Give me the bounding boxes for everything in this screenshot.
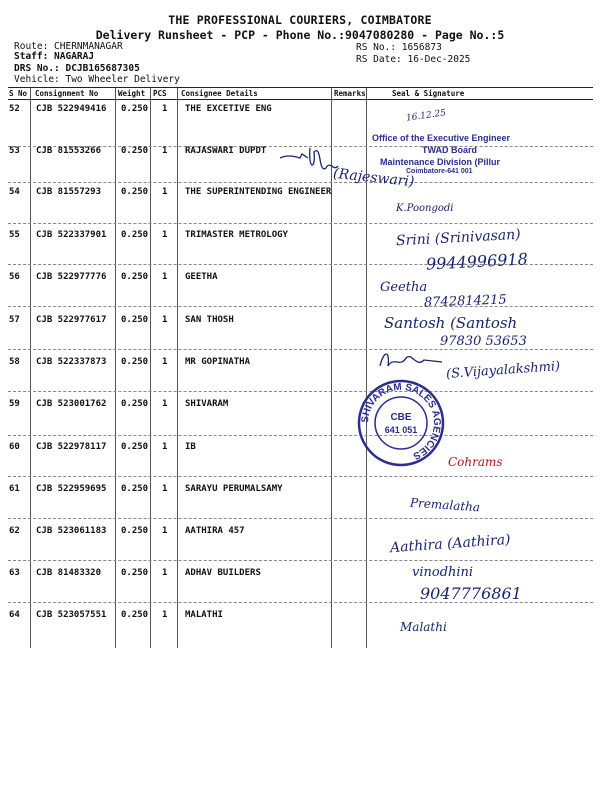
col-consignee: Consignee Details [181, 89, 258, 98]
handwritten-name: (S.Vijayalakshmi) [445, 359, 561, 382]
col-remarks: Remarks [334, 89, 366, 98]
handwritten-name: Geetha [380, 280, 428, 295]
row-weight: 0.250 [121, 526, 149, 536]
row-pcs: 1 [162, 230, 168, 240]
office-stamp-line2: TWAD Board [422, 145, 477, 155]
table-row [0, 272, 600, 314]
row-consignment: CJB 522977776 [36, 272, 107, 282]
handwritten-name: Cohrams [448, 455, 503, 469]
row-consignment: CJB 81483320 [36, 568, 102, 578]
row-sno: 57 [9, 315, 20, 325]
row-sno: 55 [9, 230, 20, 240]
row-sno: 54 [9, 187, 20, 197]
row-pcs: 1 [162, 146, 168, 156]
col-pcs: PCS [153, 89, 167, 98]
row-weight: 0.250 [121, 230, 149, 240]
table-row [0, 442, 600, 484]
row-consignee: TRIMASTER METROLOGY [185, 230, 288, 240]
row-divider [8, 560, 593, 561]
row-consignment: CJB 522949416 [36, 104, 107, 114]
header-bottom-rule [8, 99, 593, 100]
row-weight: 0.250 [121, 442, 149, 452]
row-sno: 53 [9, 146, 20, 156]
col-sno: S No [9, 89, 28, 98]
col-seal: Seal & Signature [392, 89, 465, 98]
row-pcs: 1 [162, 272, 168, 282]
row-pcs: 1 [162, 610, 168, 620]
col-consignment: Consignment No [35, 89, 99, 98]
seal-inner-text-2: 641 051 [384, 425, 418, 435]
row-consignee: GEETHA [185, 272, 218, 282]
company-title: THE PROFESSIONAL COURIERS, COIMBATORE [168, 13, 432, 27]
seal-outer-text: SHIVARAM SALES AGENCIES [359, 381, 443, 462]
handwritten-phone: 9047776861 [420, 584, 522, 603]
row-sno: 62 [9, 526, 20, 536]
handwritten-name: Malathi [400, 620, 447, 634]
header-top-rule [8, 87, 593, 88]
row-consignment: CJB 522337901 [36, 230, 107, 240]
row-weight: 0.250 [121, 272, 149, 282]
row-consignee: THE SUPERINTENDING ENGINEER [185, 187, 332, 197]
row-sno: 61 [9, 484, 20, 494]
row-consignee: MR GOPINATHA [185, 357, 251, 367]
office-stamp-line4: Coimbatore-641 001 [406, 168, 473, 175]
row-consignee: ADHAV BUILDERS [185, 568, 261, 578]
handwritten-date: 16.12.25 [405, 108, 447, 124]
row-consignment: CJB 522337873 [36, 357, 107, 367]
table-row [0, 610, 600, 652]
row-consignee: THE EXCETIVE ENG [185, 104, 272, 114]
office-stamp-line1: Office of the Executive Engineer [372, 133, 511, 143]
row-divider [8, 391, 593, 392]
row-sno: 58 [9, 357, 20, 367]
row-pcs: 1 [162, 442, 168, 452]
row-divider [8, 476, 593, 477]
row-consignee: AATHIRA 457 [185, 526, 245, 536]
row-consignment: CJB 522977617 [36, 315, 107, 325]
row-consignment: CJB 81553266 [36, 146, 102, 156]
row-weight: 0.250 [121, 104, 149, 114]
row-consignee: MALATHI [185, 610, 223, 620]
runsheet-title: Delivery Runsheet - PCP - Phone No.:9047080280 - Page No.:5 [95, 28, 505, 42]
row-divider [8, 435, 593, 436]
row-divider [8, 182, 593, 183]
row-weight: 0.250 [121, 484, 149, 494]
row-sno: 63 [9, 568, 20, 578]
row-sno: 52 [9, 104, 20, 114]
staff-label: Staff: NAGARAJ [14, 51, 95, 62]
row-consignment: CJB 523001762 [36, 399, 107, 409]
row-pcs: 1 [162, 484, 168, 494]
row-pcs: 1 [162, 187, 168, 197]
row-consignment: CJB 522959695 [36, 484, 107, 494]
row-pcs: 1 [162, 315, 168, 325]
handwritten-phone: 97830 53653 [440, 334, 527, 349]
row-consignee: SARAYU PERUMALSAMY [185, 484, 283, 494]
row-divider [8, 223, 593, 224]
row-weight: 0.250 [121, 187, 149, 197]
handwritten-name: Srini (Srinivasan) [395, 226, 522, 250]
row-pcs: 1 [162, 568, 168, 578]
row-sno: 59 [9, 399, 20, 409]
vehicle-label: Vehicle: Two Wheeler Delivery [14, 74, 180, 85]
row-sno: 56 [9, 272, 20, 282]
row-consignee: IB [185, 442, 196, 452]
row-weight: 0.250 [121, 146, 149, 156]
row-weight: 0.250 [121, 610, 149, 620]
signature-squiggle [376, 346, 446, 376]
row-weight: 0.250 [121, 357, 149, 367]
rs-no-label: RS No.: 1656873 [356, 42, 442, 53]
handwritten-phone: 8742814215 [423, 292, 507, 311]
row-consignment: CJB 523057551 [36, 610, 107, 620]
row-sno: 60 [9, 442, 20, 452]
table-row [0, 187, 600, 229]
row-consignee: RAJASWARI DUPDT [185, 146, 267, 156]
handwritten-name: Premalatha [409, 495, 481, 515]
rs-date-label: RS Date: 16-Dec-2025 [356, 54, 471, 65]
handwritten-name: Aathira (Aathira) [389, 531, 512, 557]
row-consignment: CJB 81557293 [36, 187, 102, 197]
drs-label: DRS No.: DCJB165687305 [14, 63, 140, 74]
row-weight: 0.250 [121, 315, 149, 325]
route-label: Route: CHERNMANAGAR [14, 41, 123, 52]
row-consignment: CJB 522978117 [36, 442, 107, 452]
row-pcs: 1 [162, 357, 168, 367]
row-consignee: SHIVARAM [185, 399, 229, 409]
row-pcs: 1 [162, 526, 168, 536]
round-seal [356, 378, 446, 468]
office-stamp-line3: Maintenance Division (Pillur [380, 157, 501, 167]
col-weight: Weight [118, 89, 146, 98]
handwritten-name: Santosh (Santosh [384, 314, 518, 332]
table-row [0, 484, 600, 526]
row-weight: 0.250 [121, 399, 149, 409]
seal-inner-text-1: CBE [390, 412, 412, 423]
row-divider [8, 349, 593, 350]
row-pcs: 1 [162, 104, 168, 114]
row-weight: 0.250 [121, 568, 149, 578]
handwritten-phone: 9944996918 [425, 249, 529, 274]
handwritten-name: (Rajeswari) [332, 165, 416, 191]
handwritten-name: K.Poongodi [396, 203, 454, 214]
handwritten-name: vinodhini [412, 565, 474, 580]
row-divider [8, 518, 593, 519]
row-pcs: 1 [162, 399, 168, 409]
row-consignee: SAN THOSH [185, 315, 234, 325]
row-sno: 64 [9, 610, 20, 620]
table-row [0, 399, 600, 441]
row-consignment: CJB 523061183 [36, 526, 107, 536]
